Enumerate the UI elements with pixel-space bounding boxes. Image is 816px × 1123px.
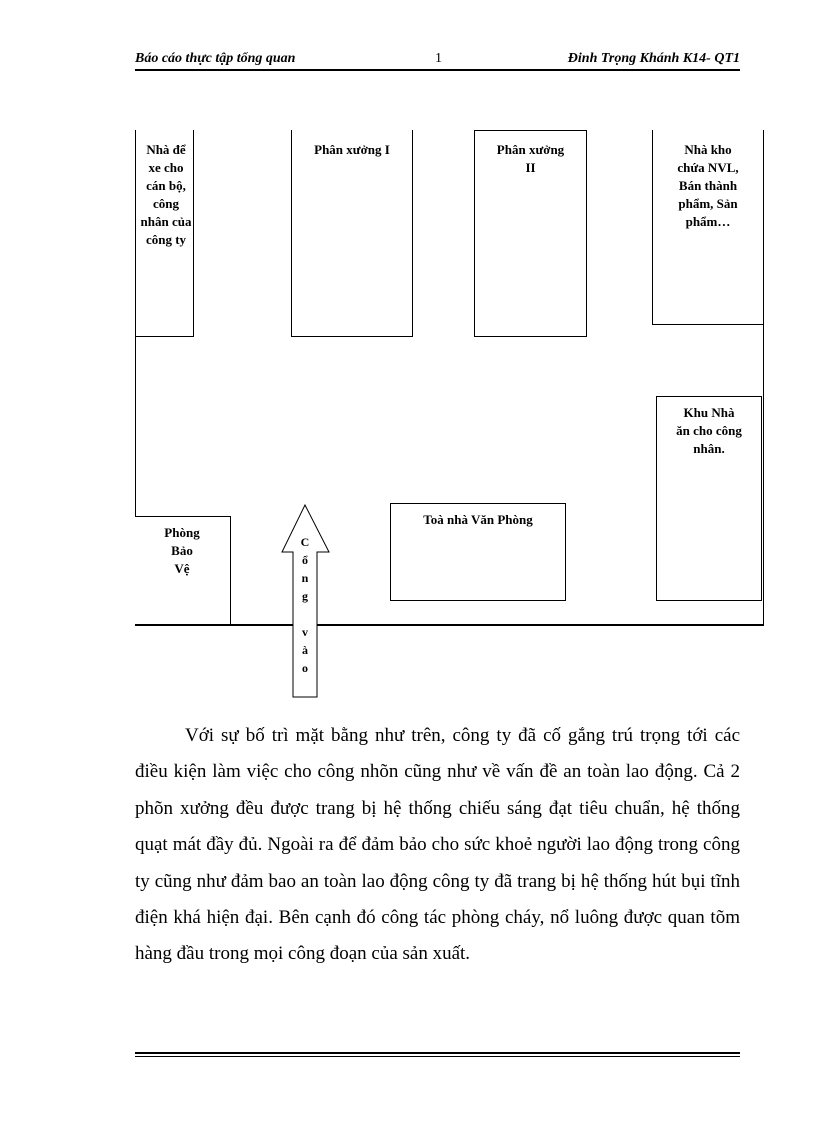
security-label: Phòng Bảo Vệ bbox=[164, 525, 200, 576]
header-author: Đinh Trọng Khánh K14- QT1 bbox=[567, 51, 740, 66]
header-report-title: Báo cáo thực tập tổng quan bbox=[135, 51, 296, 66]
workshop-1-label: Phân xưởng I bbox=[314, 142, 390, 157]
canteen-label: Khu Nhà ăn cho công nhân. bbox=[676, 405, 742, 456]
workshop-2-label: Phân xưởng II bbox=[496, 142, 565, 175]
footer-rule-thin bbox=[135, 1056, 740, 1057]
office-label: Toà nhà Văn Phòng bbox=[423, 512, 533, 527]
footer-rule bbox=[135, 1052, 740, 1054]
gate-label: C ổ n g v à o bbox=[300, 535, 310, 675]
paragraph-text: Với sự bố trì mặt bằng như trên, công ty đã cố gắng trú trọng tới các điều kiện làm việc cho công nhõn cũng như về vấn đề an toàn lao động. Cả 2 phõn xưởng đều được trang bị hệ thống chiếu sáng đạt tiêu chuẩn, hệ thống quạt mát đầy đủ. Ngoài ra để đảm bảo cho sức khoẻ người lao động trong công ty cũng như đảm bao an toàn lao động công ty đã trang bị hệ thống hút bụi tĩnh điện khá hiện đại. Bên cạnh đó công tác phòng cháy, nổ luông được quan tõm hàng đầu trong mọi công đoạn của sản xuất. bbox=[135, 725, 740, 965]
warehouse-label: Nhà kho chứa NVL, Bán thành phẩm, Sản phẩm… bbox=[677, 142, 739, 229]
parking-label: Nhà để xe cho cán bộ, công nhân của công ty bbox=[140, 142, 192, 247]
header-page-number: 1 bbox=[435, 51, 442, 66]
description-paragraph bbox=[135, 718, 740, 973]
